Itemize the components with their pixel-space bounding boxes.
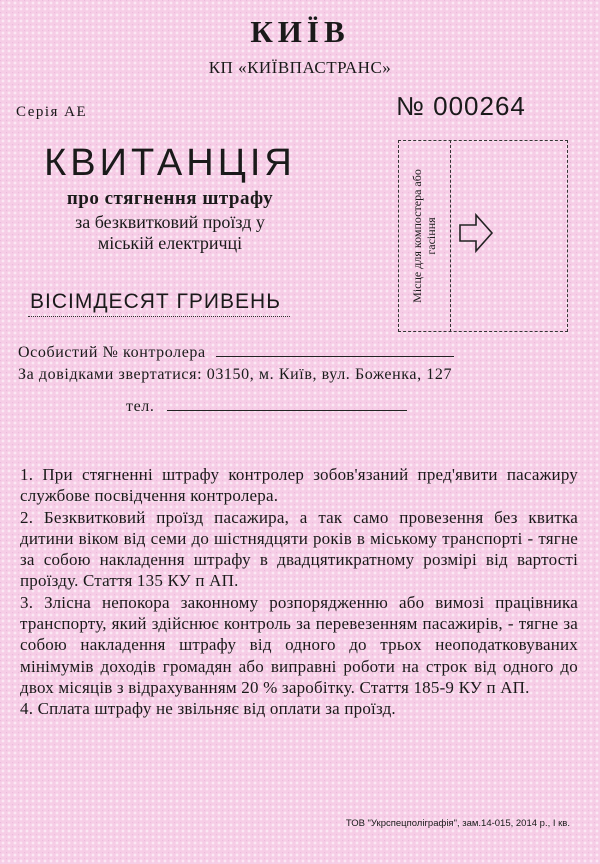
amount-underline (28, 316, 290, 317)
controller-number-line (216, 342, 454, 357)
fine-amount: ВІСІМДЕСЯТ ГРИВЕНЬ (30, 290, 281, 313)
controller-number-label: Особистий № контролера (18, 344, 206, 361)
receipt-number: № 000264 (396, 91, 526, 121)
organization-name: КП «КИЇВПАСТРАНС» (208, 58, 392, 77)
rule-item: 2. Безквитковий проїзд пасажира, а так само провезення без квитка дитини віком від семи до шістнядцяти років в міському транспорті - тягне за собою накладення штрафу в двадцятикратному розмірі від вартості проїзду. Стаття 135 КУ п АП. (20, 507, 578, 591)
phone-field (126, 396, 407, 416)
series-label: Серія АЕ (16, 104, 88, 120)
document-title: КВИТАНЦІЯ (44, 142, 296, 184)
phone-label: тел. (126, 398, 155, 415)
description-line-2: міській електричці (97, 233, 243, 253)
rules-list (20, 464, 578, 720)
stamp-area-divider (450, 140, 451, 332)
contact-info: За довідками звертатися: 03150, м. Київ, вул. Боженка, 127 (18, 366, 453, 383)
stamp-area-label (410, 146, 438, 326)
arrow-right-icon (458, 212, 494, 254)
stamp-label-line-2: гасіння (424, 217, 438, 255)
stamp-label-line-1: Місце для компостера або (410, 169, 424, 303)
description-line-1: за безквитковий проїзд у (75, 212, 265, 232)
city-heading: КИЇВ (250, 14, 350, 49)
rule-item: 4. Сплата штрафу не звільняє від оплати за проїзд. (20, 699, 396, 719)
phone-line (167, 396, 407, 411)
rule-item: 1. При стягненні штрафу контролер зобов'язаний пред'явити пасажиру службове посвідчення контролера. (20, 465, 578, 506)
document-description (0, 212, 340, 254)
document-subtitle: про стягнення штрафу (66, 188, 274, 209)
controller-number-field (18, 342, 454, 362)
rule-item: 3. Злісна непокора законному розпорядженню або вимозі працівника транспорту, який здійснює контроль за перевезенням пасажирів, - тягне за собою накладення штрафу від одного до трьох неоподатковуваних мінімумів доходів громадян або виправні роботи на строк від одного до двох місяців з відрахуванням 20 % заробітку. Стаття 185-9 КУ п АП. (20, 592, 578, 697)
printer-imprint: ТОВ "Укрспецполіграфія", зам.14-015, 2014 р., І кв. (345, 818, 570, 829)
